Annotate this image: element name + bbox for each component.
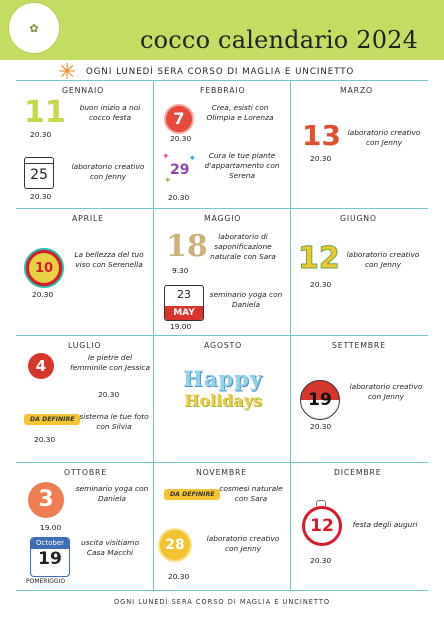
month-label-agosto: AGOSTO [204,341,243,350]
month-label-novembre: NOVEMBRE [196,468,247,477]
event-text: seminario yoga con Daniela [75,484,149,503]
grid-divider [290,80,291,590]
day-number: 11 [24,95,66,130]
event-text: laboratorio di saponificazione naturale con Sara [210,232,276,261]
day-number: 12 [298,241,340,276]
logo [8,2,60,54]
event-text: le pietre del femminile con Jessica [70,353,150,372]
to-be-defined-badge: DA DEFINIRE [164,489,220,500]
day-number: 23 [177,288,191,301]
day-number: 29 [170,162,190,178]
day-number: 4 [28,353,54,379]
event-text: laboratorio creativo con Jenny [71,162,145,181]
happy-word: Happy [182,366,264,391]
event-time: 20.30 [32,290,54,299]
confetti-icon: ✦ [162,152,170,162]
month-tag: October [31,538,69,549]
month-label-aprile: APRILE [72,214,104,223]
event-time: 20.30 [310,280,332,289]
day-number: 12 [302,506,342,546]
day-badge [162,152,196,186]
event-text: La bellezza del tuo viso con Serenella [74,250,144,269]
event-time: 9.30 [172,266,189,275]
month-label-settembre: SETTEMBRE [332,341,386,350]
event-text: uscita visitiamo Casa Macchi [81,538,139,557]
calendar-page-icon [164,285,204,321]
month-label-ottobre: OTTOBRE [64,468,107,477]
confetti-icon: ✦ [164,176,172,186]
event-text: buon inizio a noi cocco festa [79,103,141,122]
day-number: 28 [160,530,190,560]
month-label-giugno: GIUGNO [340,214,377,223]
event-text: laboratorio creativo con Jenny [347,128,421,147]
to-be-defined-badge: DA DEFINIRE [24,414,80,425]
footer-note: OGNI LUNEDÌ SERA CORSO DI MAGLIA E UNCINETTO [113,598,331,606]
day-number: 18 [166,229,208,264]
day-number: 7 [164,104,194,134]
month-label-marzo: MARZO [340,86,373,95]
event-text: cosmesi naturale con Sara [219,484,283,503]
event-text: laboratorio creativo con Jenny [349,382,423,401]
event-text: laboratorio creativo con Jenny [206,534,280,553]
event-time: 20.30 [30,192,52,201]
event-text: seminario yoga con Daniela [209,290,283,309]
month-label-febbraio: FEBBRAIO [200,86,246,95]
page-subtitle: OGNI LUNEDÌ SERA CORSO DI MAGLIA E UNCINETTO [86,67,355,77]
day-number: 10 [26,250,62,286]
event-text: Cura le tue piante d'appartamento con Serena [204,151,280,180]
event-time: 19.00 [40,523,62,532]
day-number: 19 [308,390,332,410]
grid-divider [16,208,428,209]
month-tag: MAY [165,306,203,320]
month-label-dicembre: DICEMBRE [334,468,382,477]
day-number: 25 [30,167,48,183]
month-label-gennaio: GENNAIO [62,86,105,95]
confetti-icon: ✦ [188,154,196,164]
day-number: 3 [28,482,64,518]
page-title: cocco calendario 2024 [140,26,419,54]
event-text: laboratorio creativo con Jenny [346,250,420,269]
month-label-luglio: LUGLIO [68,341,102,350]
calendar-page-icon [30,537,70,577]
event-time: 20.30 [310,556,332,565]
day-badge [300,380,340,420]
month-label-maggio: MAGGIO [204,214,242,223]
happy-holidays-graphic [160,366,286,410]
calendar-page-icon [24,157,54,189]
grid-divider [153,80,154,590]
event-text: Crea, esisti con Olimpia e Lorenza [206,103,274,122]
grid-divider [16,590,428,591]
grid-divider [16,462,428,463]
event-time: 20.30 [310,422,332,431]
event-time: 19.00 [170,322,192,331]
event-time: 20.30 [168,572,190,581]
event-time: 20.30 [170,134,192,143]
day-number: 13 [302,119,341,152]
grid-divider [16,335,428,336]
logo-icon: ✿ [29,21,39,35]
event-time: 20.30 [98,390,120,399]
event-time: 20.30 [30,130,52,139]
star-icon: ✳ [58,60,77,85]
event-time: 20.30 [168,193,190,202]
event-time: POMERIGGIO [26,578,66,585]
event-time: 20.30 [310,154,332,163]
holidays-word: Holidays [184,391,262,410]
event-time: 20.30 [34,435,56,444]
event-text: festa degli auguri [352,520,418,529]
day-number: 19 [38,549,62,569]
event-text: sistema le tue foto con Silvia [79,412,149,431]
